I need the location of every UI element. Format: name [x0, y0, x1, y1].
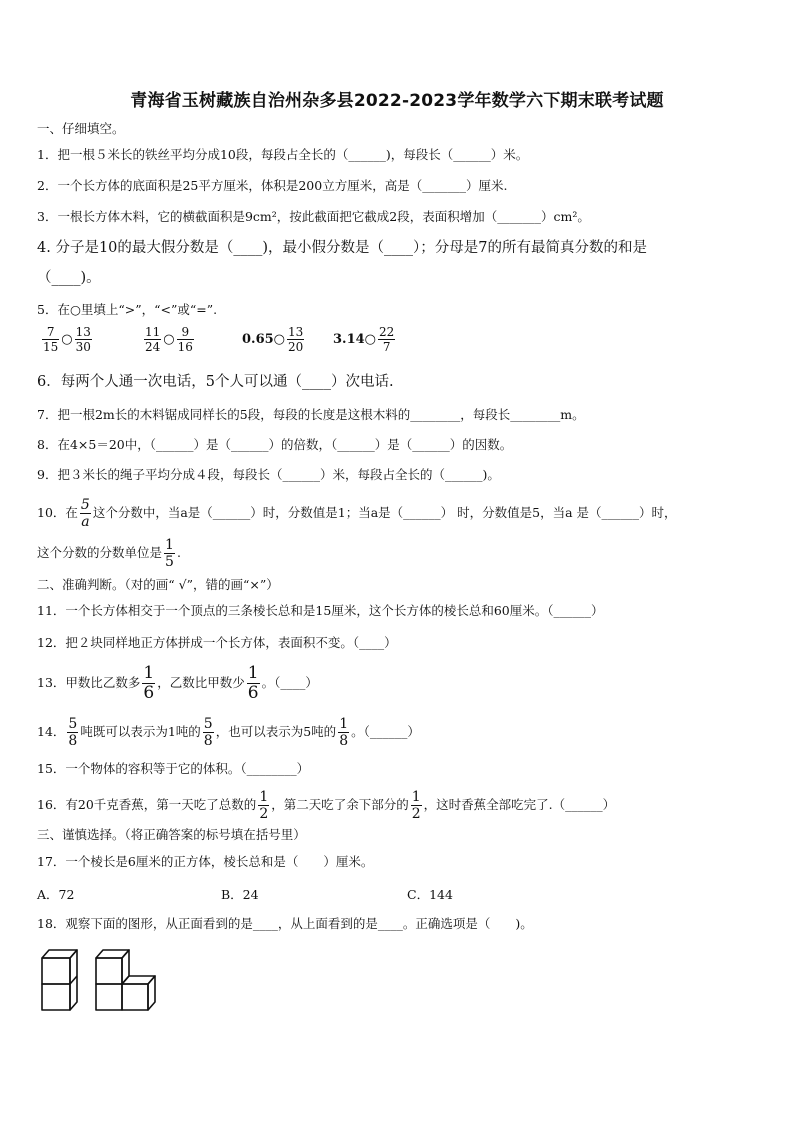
l-shaped-cubes: [96, 950, 155, 1010]
decimal-value: 3.14○: [333, 332, 377, 347]
question-2: 2．一个长方体的底面积是25平方厘米，体积是200立方厘米，高是（_______）厘米.: [37, 178, 508, 193]
question-13-text: 13．甲数比乙数多: [37, 675, 141, 690]
question-7: 7．把一根2m长的木料锯成同样长的5段，每段的长度是这根木料的________，每段长________m。: [37, 407, 585, 422]
compare-circle: ○: [163, 332, 175, 347]
fraction: $\frac{1}{2}$: [259, 789, 269, 822]
section-heading-choice: 三、谨慎选择。（将正确答案的标号填在括号里）: [37, 827, 306, 842]
fraction: $\frac{1}{6}$: [247, 663, 259, 703]
question-10: [37, 498, 677, 529]
question-10-continued: [37, 538, 181, 569]
decimal-value: 0.65○: [242, 332, 286, 347]
question-11: 11．一个长方体相交于一个顶点的三条棱长总和是15厘米，这个长方体的棱长总和60厘米。（______）: [37, 603, 604, 618]
question-14: [37, 717, 420, 748]
fraction: $\frac{1}{6}$: [143, 663, 155, 703]
question-15: 15．一个物体的容积等于它的体积。（________）: [37, 761, 310, 776]
question-16: [37, 790, 615, 821]
question-16-mid: ，第二天吃了余下部分的: [271, 797, 409, 812]
question-13: [37, 665, 318, 702]
question-17: 17．一个棱长是6厘米的正方体，棱长总和是（ ）厘米。: [37, 854, 374, 869]
section-heading-fill: 一、仔细填空。: [37, 121, 125, 136]
cube-figure: [38, 944, 163, 1014]
question-3: 3．一根长方体木料，它的横截面积是9cm²，按此截面把它截成2段，表面积增加（_______）cm²。: [37, 209, 590, 224]
compare-item-c: [242, 326, 306, 353]
question-13-end: 。（____）: [261, 675, 318, 690]
question-18: 18．观察下面的图形，从正面看到的是____，从上面看到的是____。正确选项是（ )。: [37, 916, 533, 931]
fraction: $\frac{1}{8}$: [339, 716, 349, 749]
fraction: $\frac{7}{15}$: [43, 325, 59, 354]
question-12: 12．把２块同样地正方体拼成一个长方体，表面积不变。（____）: [37, 635, 397, 650]
question-9: 9．把３米长的绳子平均分成４段，每段长（______）米，每段占全长的（______)。: [37, 467, 500, 482]
choice-c: C．144: [407, 887, 453, 902]
choice-a: A．72: [37, 887, 75, 902]
question-14-text: 吨既可以表示为1吨的: [80, 724, 201, 739]
question-16-text: 16．有20千克香蕉，第一天吃了总数的: [37, 797, 257, 812]
fraction: $\frac{1}{2}$: [411, 789, 421, 822]
question-10-prefix: 10．在: [37, 505, 78, 520]
question-10-unit-text: 这个分数的分数单位是: [37, 545, 163, 560]
question-14-end: 。（______）: [351, 724, 420, 739]
fraction: $\frac{1}{5}$: [165, 537, 174, 570]
question-1: 1．把一根５米长的铁丝平均分成10段，每段占全长的（______)，每段长（______）米。: [37, 147, 529, 162]
fraction: $\frac{5}{8}$: [68, 716, 78, 749]
fraction: $\frac{5}{a}$: [80, 497, 90, 530]
stacked-cubes: [42, 950, 77, 1010]
question-16-end: ，这时香蕉全部吃完了.（______）: [423, 797, 616, 812]
fraction: $\frac{5}{8}$: [203, 716, 213, 749]
fraction: $\frac{13}{30}$: [75, 325, 91, 354]
question-6: 6．每两个人通一次电话，5个人可以通（____）次电话.: [37, 374, 394, 390]
fraction: $\frac{13}{20}$: [288, 325, 304, 354]
fraction: $\frac{22}{7}$: [379, 325, 395, 354]
question-10-text: 这个分数中，当a是（______）时，分数值是1；当a是（______） 时，分数值是5，当a 是（______）时，: [92, 505, 677, 520]
question-5: 5．在○里填上“>”，“<”或“=”.: [37, 302, 218, 317]
fraction: $\frac{11}{24}$: [145, 325, 161, 354]
period: .: [176, 545, 181, 560]
section-heading-judge: 二、准确判断。（对的画“ √”，错的画“×”）: [37, 577, 279, 592]
compare-item-a: [40, 326, 94, 353]
question-8: 8．在4×5＝20中，（______）是（______）的倍数，（______）是（______）的因数。: [37, 437, 513, 452]
question-14-number: 14．: [37, 724, 66, 739]
question-14-mid: ，也可以表示为5吨的: [215, 724, 337, 739]
compare-item-b: [142, 326, 196, 353]
question-4: 4. 分子是10的最大假分数是（____)，最小假分数是（____）；分母是7的所有最简真分数的和是: [37, 240, 648, 256]
compare-circle: ○: [61, 332, 73, 347]
compare-item-d: [333, 326, 397, 353]
choice-b: B．24: [221, 887, 259, 902]
page-title: 青海省玉树藏族自治州杂多县2022-2023学年数学六下期末联考试题: [130, 91, 664, 111]
question-13-mid: ，乙数比甲数少: [157, 675, 245, 690]
question-4-continued: （____)。: [37, 270, 101, 286]
fraction: $\frac{9}{16}$: [177, 325, 193, 354]
